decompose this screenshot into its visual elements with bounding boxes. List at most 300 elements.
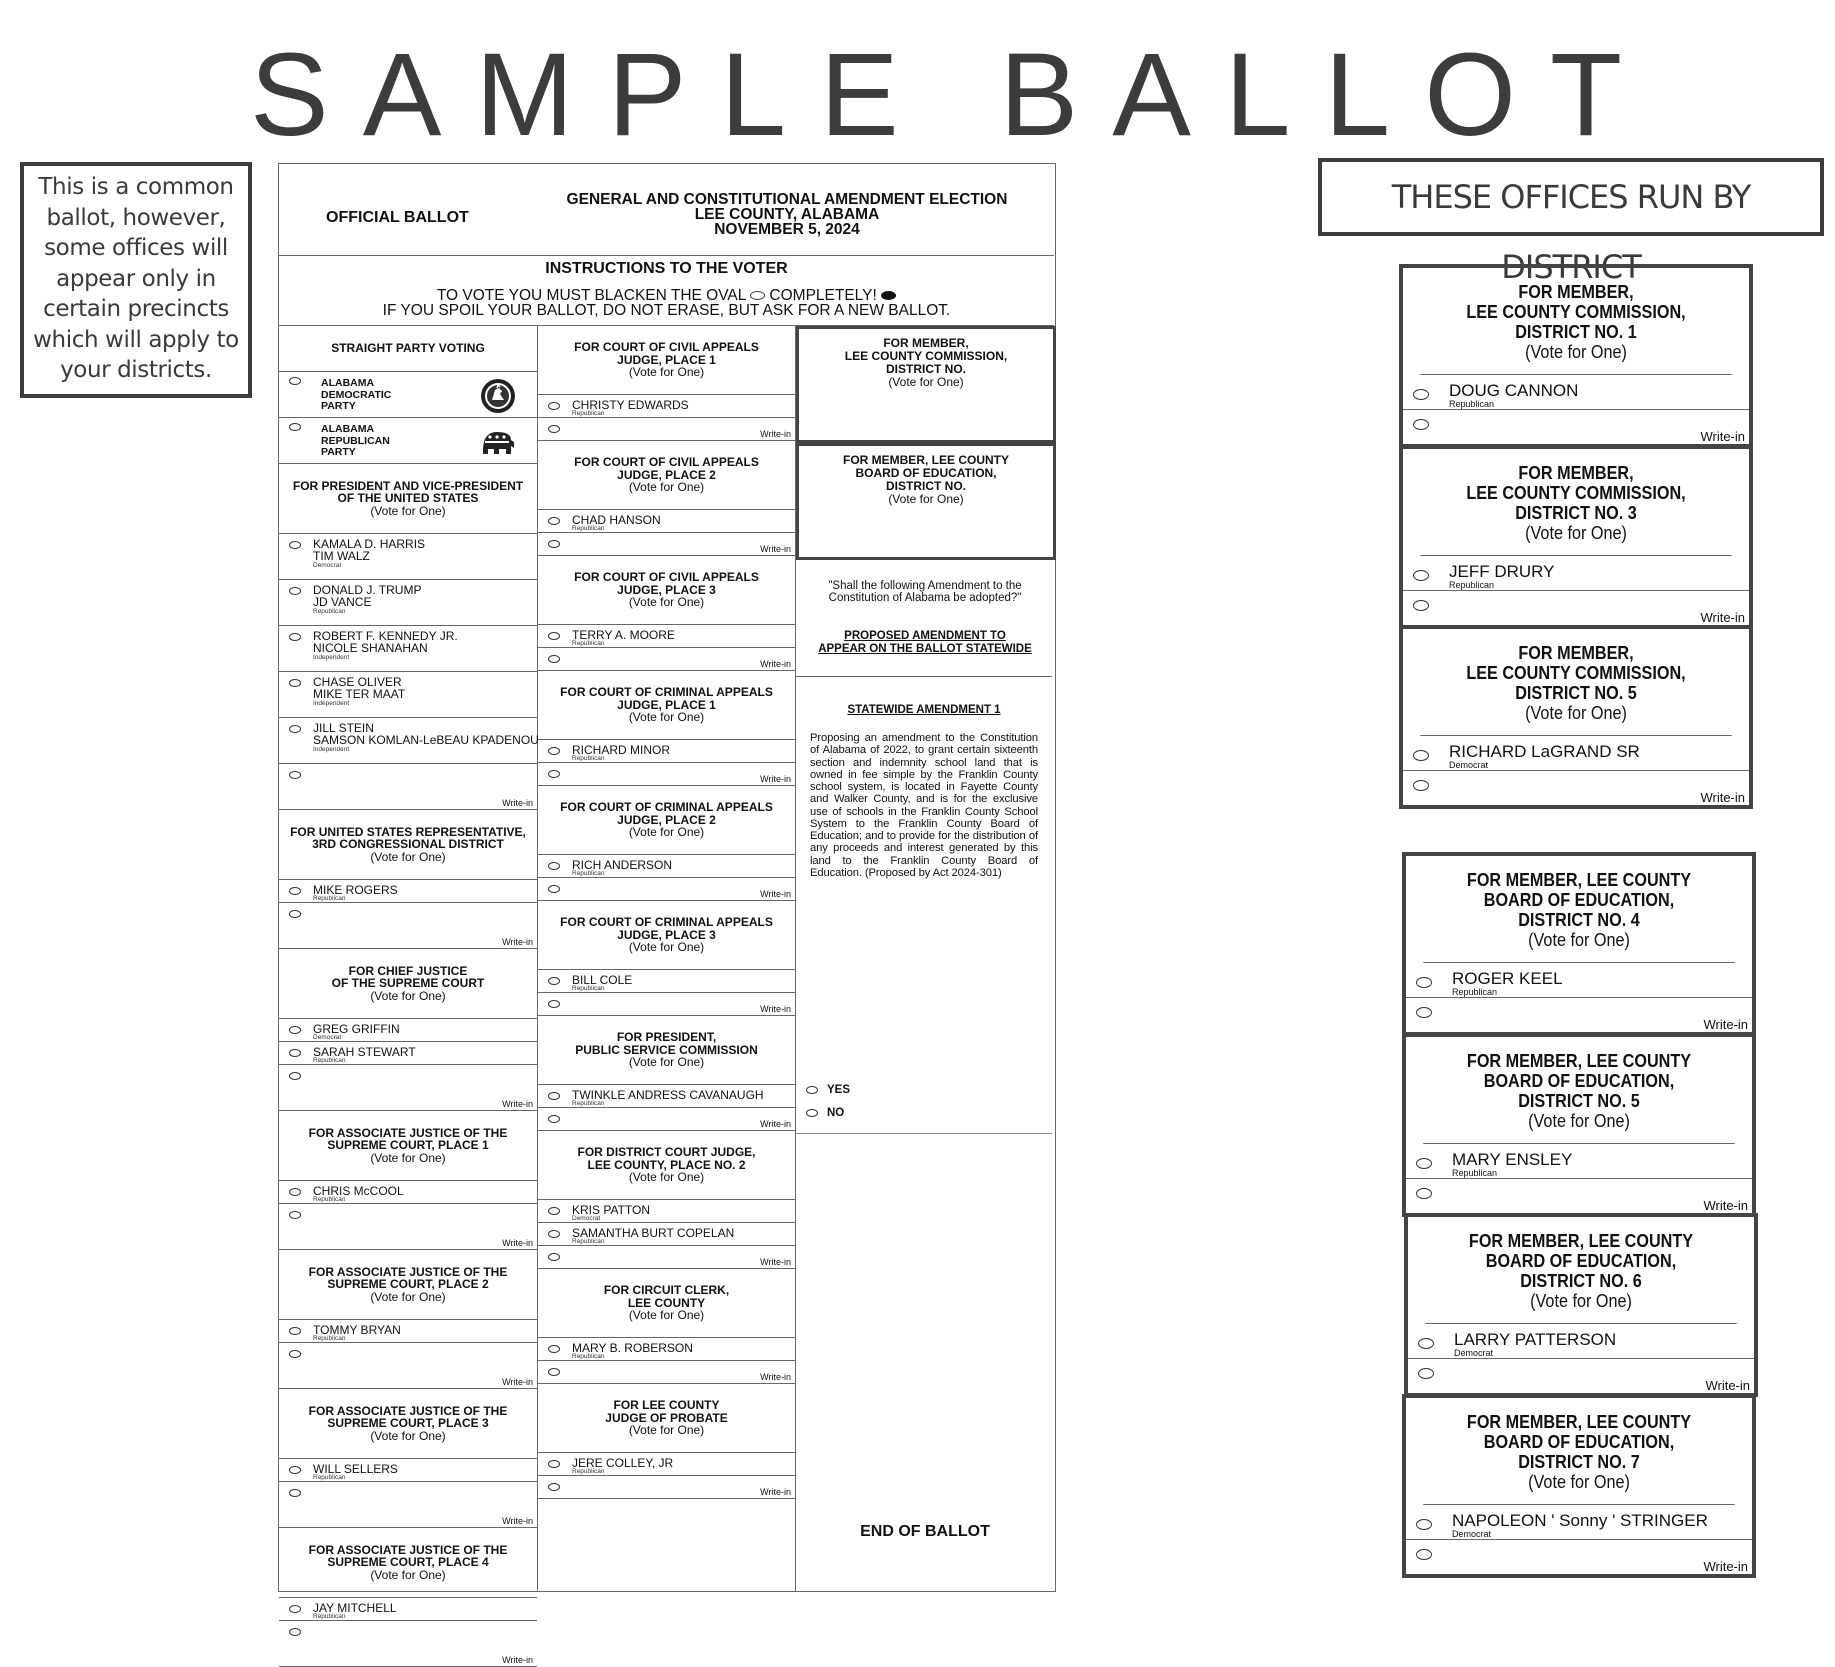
write-in-label: Write-in <box>1703 1017 1748 1032</box>
candidate-row[interactable] <box>279 534 537 580</box>
voter-instructions <box>279 256 1054 326</box>
write-in-label: Write-in <box>760 1372 791 1382</box>
district-race-box <box>1404 1213 1758 1397</box>
vote-oval[interactable] <box>548 1460 560 1468</box>
party-row-republican[interactable] <box>279 418 537 464</box>
candidate-party: Republican <box>572 755 605 762</box>
vote-oval[interactable] <box>289 587 301 595</box>
divider <box>796 1133 1052 1134</box>
vote-for-one: (Vote for One) <box>628 480 705 495</box>
race-title-line: SUPREME COURT, PLACE 3 <box>327 1416 489 1431</box>
race-title-line: FOR MEMBER, LEE COUNTY <box>1466 1051 1692 1071</box>
race-title-line: FOR CHIEF JUSTICE <box>348 963 468 978</box>
vote-for-one: (Vote for One) <box>370 503 446 518</box>
candidate-party: Republican <box>572 870 605 877</box>
district-race-header <box>1423 856 1734 963</box>
candidate-row[interactable] <box>279 672 537 718</box>
candidate-party: Democrat <box>1452 1529 1492 1539</box>
write-in-row[interactable] <box>538 763 795 786</box>
vote-oval[interactable] <box>289 1188 301 1196</box>
race-title-line: LEE COUNTY COMMISSION, <box>844 349 1008 363</box>
instructions-title: INSTRUCTIONS TO THE VOTER <box>545 260 788 277</box>
race-title-line: FOR MEMBER, LEE COUNTY <box>1466 870 1692 890</box>
vote-oval[interactable] <box>1413 570 1429 581</box>
race-title-line: FOR ASSOCIATE JUSTICE OF THE <box>308 1542 508 1557</box>
candidate-name: JILL STEIN <box>313 721 374 735</box>
vote-oval[interactable] <box>289 771 301 779</box>
race-title-line: LEE COUNTY COMMISSION, <box>1466 483 1686 503</box>
vote-oval[interactable] <box>289 1489 301 1497</box>
race-title-line: FOR COURT OF CRIMINAL APPEALS <box>560 915 773 930</box>
candidate-row[interactable] <box>538 740 795 763</box>
election-date: NOVEMBER 5, 2024 <box>714 221 860 238</box>
candidate-name-2: TIM WALZ <box>313 549 370 563</box>
write-in-row[interactable] <box>538 878 795 901</box>
vote-oval[interactable] <box>289 725 301 733</box>
candidate-name-2: JD VANCE <box>313 595 372 609</box>
candidate-party: Republican <box>572 640 605 647</box>
write-in-label: Write-in <box>760 774 791 784</box>
vote-oval[interactable] <box>548 747 560 755</box>
candidate-row[interactable] <box>279 1598 537 1621</box>
race-title-line: FOR COURT OF CRIMINAL APPEALS <box>560 800 773 815</box>
empty-oval-icon <box>750 291 765 300</box>
race-title-line: FOR PRESIDENT AND VICE-PRESIDENT <box>292 478 524 493</box>
ballot-column-3 <box>796 326 1054 1591</box>
candidate-party: Republican <box>313 895 346 902</box>
vote-oval[interactable] <box>548 425 560 433</box>
amendment-header <box>796 562 1054 656</box>
vote-oval[interactable] <box>1413 600 1429 611</box>
vote-for-one: (Vote for One) <box>1528 1111 1630 1131</box>
vote-oval[interactable] <box>1413 419 1429 430</box>
write-in-row[interactable] <box>1403 410 1749 444</box>
vote-oval[interactable] <box>1416 977 1432 988</box>
candidate-row[interactable] <box>279 1320 537 1343</box>
district-race-box <box>1402 1033 1756 1217</box>
vote-oval[interactable] <box>289 910 301 918</box>
candidate-row[interactable] <box>1406 1144 1752 1179</box>
race-title-line: OF THE UNITED STATES <box>337 491 479 506</box>
write-in-label: Write-in <box>760 1119 791 1129</box>
candidate-party: Republican <box>313 1196 346 1203</box>
vote-oval[interactable] <box>289 1049 301 1057</box>
page-title: SAMPLE BALLOT <box>250 29 1657 161</box>
vote-oval[interactable] <box>548 1345 560 1353</box>
candidate-party: Republican <box>313 1474 346 1481</box>
candidate-party: Republican <box>572 410 605 417</box>
race-title-line: FOR COURT OF CIVIL APPEALS <box>574 455 759 470</box>
vote-oval[interactable] <box>548 885 560 893</box>
candidate-party: Republican <box>313 1057 346 1064</box>
candidate-name: CHASE OLIVER <box>313 675 402 689</box>
write-in-label: Write-in <box>760 429 791 439</box>
vote-oval[interactable] <box>289 541 301 549</box>
vote-for-one: (Vote for One) <box>370 1289 446 1304</box>
party-row-democratic[interactable] <box>279 372 537 418</box>
candidate-row[interactable] <box>279 718 537 764</box>
race-header <box>279 1528 537 1598</box>
candidate-row[interactable] <box>279 880 537 903</box>
candidate-row[interactable] <box>279 1042 537 1065</box>
race-title-line: FOR MEMBER, <box>1518 643 1634 663</box>
race-title-line: FOR DISTRICT COURT JUDGE, <box>577 1145 756 1160</box>
race-title-line: FOR ASSOCIATE JUSTICE OF THE <box>308 1403 508 1418</box>
write-in-row[interactable] <box>1406 1540 1752 1574</box>
vote-oval[interactable] <box>548 517 560 525</box>
candidate-name: BILL COLE <box>572 973 633 987</box>
candidate-row[interactable] <box>279 1181 537 1204</box>
write-in-row[interactable] <box>1403 771 1749 805</box>
race-title-line: 3RD CONGRESSIONAL DISTRICT <box>312 837 504 852</box>
candidate-row[interactable] <box>538 1200 795 1223</box>
write-in-row[interactable] <box>538 1361 795 1384</box>
vote-oval[interactable] <box>289 1026 301 1034</box>
candidate-row[interactable] <box>1403 556 1749 591</box>
candidate-row[interactable] <box>1403 375 1749 410</box>
vote-oval[interactable] <box>548 540 560 548</box>
district-race-header <box>1423 1037 1734 1144</box>
candidate-party: Republican <box>313 1613 346 1620</box>
candidate-name: DONALD J. TRUMP <box>313 583 422 597</box>
vote-for-one: (Vote for One) <box>1525 703 1627 723</box>
race-title-line: JUDGE, PLACE 1 <box>617 697 716 712</box>
vote-oval[interactable] <box>548 655 560 663</box>
candidate-party: Democrat <box>313 562 342 569</box>
race-header <box>279 810 537 880</box>
vote-oval[interactable] <box>548 1368 560 1376</box>
vote-oval[interactable] <box>1416 1519 1432 1530</box>
candidate-name: TERRY A. MOORE <box>572 628 675 642</box>
candidate-row[interactable] <box>538 855 795 878</box>
race-title-line: BOARD OF EDUCATION, <box>1483 1071 1675 1091</box>
race-title-line: FOR MEMBER, LEE COUNTY <box>842 453 1009 467</box>
race-title-line: JUDGE, PLACE 1 <box>617 352 716 367</box>
yes-label: YES <box>827 1084 851 1096</box>
race-title-line: FOR COURT OF CIVIL APPEALS <box>574 340 759 355</box>
official-ballot-label: OFFICIAL BALLOT <box>326 209 469 226</box>
amendment-title: STATEWIDE AMENDMENT 1 <box>847 704 1001 716</box>
race-title-line: DISTRICT NO. 3 <box>1515 503 1637 523</box>
vote-for-one: (Vote for One) <box>628 1308 705 1323</box>
candidate-name-2: MIKE TER MAAT <box>313 687 406 701</box>
write-in-row[interactable] <box>279 903 537 949</box>
candidate-row[interactable] <box>279 1459 537 1482</box>
candidate-party: Democrat <box>572 1215 601 1222</box>
candidate-party: Democrat <box>1449 760 1489 770</box>
candidate-name: JERE COLLEY, JR <box>572 1456 674 1470</box>
candidate-row[interactable] <box>538 625 795 648</box>
vote-oval[interactable] <box>548 402 560 410</box>
vote-for-one: (Vote for One) <box>1528 930 1630 950</box>
vote-for-one: (Vote for One) <box>1525 523 1627 543</box>
candidate-row[interactable] <box>538 1085 795 1108</box>
district-race-header <box>1423 1398 1734 1505</box>
race-header <box>538 441 795 510</box>
vote-oval[interactable] <box>548 1207 560 1215</box>
candidate-name-2: NICOLE SHANAHAN <box>313 641 428 655</box>
vote-oval[interactable] <box>1416 1007 1432 1018</box>
write-in-label: Write-in <box>760 544 791 554</box>
filled-oval-icon <box>881 291 896 300</box>
write-in-label: Write-in <box>1703 1198 1748 1213</box>
vote-for-one: (Vote for One) <box>370 988 446 1003</box>
election-county: LEE COUNTY, ALABAMA <box>694 206 880 223</box>
district-race-box <box>1399 264 1753 448</box>
candidate-name: KRIS PATTON <box>572 1203 651 1217</box>
race-title-line: DISTRICT NO. 5 <box>1515 683 1637 703</box>
vote-for-one: (Vote for One) <box>628 1055 705 1070</box>
vote-oval[interactable] <box>289 423 301 431</box>
race-title-line: BOARD OF EDUCATION, <box>1483 890 1675 910</box>
district-race-box <box>1399 445 1753 629</box>
write-in-label: Write-in <box>760 1487 791 1497</box>
instructions-line-2: IF YOU SPOIL YOUR BALLOT, DO NOT ERASE, BUT ASK FOR A NEW BALLOT. <box>382 302 951 319</box>
candidate-party: Republican <box>1452 987 1498 997</box>
race-header <box>279 1111 537 1181</box>
write-in-label: Write-in <box>1700 610 1745 625</box>
party-name: ALABAMA REPUBLICAN PARTY <box>321 423 390 458</box>
race-title-line: DISTRICT NO. 5 <box>1518 1091 1640 1111</box>
write-in-row[interactable] <box>279 1204 537 1250</box>
race-title-line: FOR PRESIDENT, <box>616 1030 717 1045</box>
race-title-line: SUPREME COURT, PLACE 4 <box>327 1555 489 1570</box>
candidate-name: WILL SELLERS <box>313 1462 398 1476</box>
vote-oval[interactable] <box>548 1483 560 1491</box>
vote-oval[interactable] <box>289 679 301 687</box>
race-title-line: FOR UNITED STATES REPRESENTATIVE, <box>290 824 526 839</box>
write-in-row[interactable] <box>1406 998 1752 1032</box>
vote-oval[interactable] <box>289 1466 301 1474</box>
race-title-line: BOARD OF EDUCATION, <box>1485 1251 1677 1271</box>
candidate-party: Republican <box>572 525 605 532</box>
vote-oval[interactable] <box>1418 1368 1434 1379</box>
vote-oval[interactable] <box>289 1327 301 1335</box>
candidate-party: Republican <box>313 608 346 615</box>
instructions-line-1 <box>279 288 1054 303</box>
candidate-name: NAPOLEON ' Sonny ' STRINGER <box>1452 1511 1708 1530</box>
race-title-line: JUDGE, PLACE 2 <box>617 467 716 482</box>
candidate-row[interactable] <box>279 580 537 626</box>
race-title-line: FOR ASSOCIATE JUSTICE OF THE <box>308 1125 508 1140</box>
candidate-party: Independent <box>313 654 350 661</box>
race-title-line: BOARD OF EDUCATION, <box>1483 1432 1675 1452</box>
vote-oval[interactable] <box>1416 1188 1432 1199</box>
candidate-name: LARRY PATTERSON <box>1454 1330 1617 1349</box>
candidate-row[interactable] <box>1408 1324 1754 1359</box>
write-in-row[interactable] <box>538 1108 795 1131</box>
vote-oval[interactable] <box>548 1230 560 1238</box>
race-title-line: FOR MEMBER, <box>1518 463 1634 483</box>
rooster-emblem-icon <box>479 378 517 414</box>
vote-oval[interactable] <box>289 1350 301 1358</box>
write-in-label: Write-in <box>502 1655 533 1665</box>
candidate-name: SARAH STEWART <box>313 1045 416 1059</box>
race-title-line: LEE COUNTY <box>627 1295 706 1310</box>
candidate-row[interactable] <box>1403 736 1749 771</box>
write-in-label: Write-in <box>502 937 533 947</box>
write-in-label: Write-in <box>1703 1559 1748 1574</box>
write-in-label: Write-in <box>502 1099 533 1109</box>
vote-oval[interactable] <box>289 1072 301 1080</box>
candidate-party: Independent <box>313 746 350 753</box>
vote-oval[interactable] <box>1413 780 1429 791</box>
candidate-name: ROBERT F. KENNEDY JR. <box>313 629 458 643</box>
write-in-row[interactable] <box>1403 591 1749 625</box>
amendment-proposed-line: PROPOSED AMENDMENT TO <box>844 630 1006 642</box>
write-in-row[interactable] <box>538 648 795 671</box>
candidate-name: RICHARD LaGRAND SR <box>1449 742 1640 761</box>
write-in-row[interactable] <box>1408 1359 1754 1393</box>
instructions-text-b: COMPLETELY! <box>769 287 877 304</box>
race-title-line: DISTRICT NO. 1 <box>1515 322 1637 342</box>
race-title-line: DISTRICT NO. 7 <box>1518 1452 1640 1472</box>
candidate-party: Republican <box>1449 399 1495 409</box>
instructions-text-a: TO VOTE YOU MUST BLACKEN THE OVAL <box>436 287 746 304</box>
vote-oval[interactable] <box>289 377 301 385</box>
vote-oval[interactable] <box>1416 1158 1432 1169</box>
vote-oval[interactable] <box>289 633 301 641</box>
write-in-row[interactable] <box>538 993 795 1016</box>
vote-oval[interactable] <box>548 770 560 778</box>
district-race-header <box>1420 268 1731 375</box>
write-in-row[interactable] <box>279 1065 537 1111</box>
candidate-name: MIKE ROGERS <box>313 883 398 897</box>
vote-for-one: (Vote for One) <box>1525 342 1627 362</box>
vote-for-one: (Vote for One) <box>1528 1472 1630 1492</box>
vote-for-one: (Vote for One) <box>370 1567 446 1582</box>
vote-oval[interactable] <box>289 1211 301 1219</box>
vote-oval[interactable] <box>289 1605 301 1613</box>
write-in-row[interactable] <box>279 1343 537 1389</box>
candidate-row[interactable] <box>1406 963 1752 998</box>
vote-for-one: (Vote for One) <box>888 492 964 506</box>
race-title-line: JUDGE, PLACE 3 <box>617 927 716 942</box>
end-of-ballot: END OF BALLOT <box>860 1523 990 1540</box>
candidate-row[interactable] <box>538 395 795 418</box>
vote-yes-option[interactable] <box>806 1084 850 1096</box>
write-in-row[interactable] <box>1406 1179 1752 1213</box>
district-race-box <box>1402 1394 1756 1578</box>
race-title-line: JUDGE, PLACE 2 <box>617 812 716 827</box>
vote-oval[interactable] <box>548 977 560 985</box>
candidate-name: CHRISTY EDWARDS <box>572 398 689 412</box>
straight-party-title: STRAIGHT PARTY VOTING <box>331 341 485 356</box>
vote-oval[interactable] <box>548 632 560 640</box>
vote-oval[interactable] <box>1418 1338 1434 1349</box>
vote-oval[interactable] <box>806 1109 818 1117</box>
district-race-header <box>1425 1217 1736 1324</box>
race-title-line: SUPREME COURT, PLACE 1 <box>327 1138 489 1153</box>
candidate-name-2: SAMSON KOMLAN-LeBEAU KPADENOU <box>313 733 539 747</box>
race-header <box>538 556 795 625</box>
candidate-name: TOMMY BRYAN <box>313 1323 401 1337</box>
district-race-box <box>1402 852 1756 1036</box>
write-in-row[interactable] <box>538 1246 795 1269</box>
vote-no-option[interactable] <box>806 1107 844 1119</box>
candidate-name: CHRIS McCOOL <box>313 1184 404 1198</box>
race-header <box>279 1389 537 1459</box>
race-header <box>279 949 537 1019</box>
race-title-line: FOR LEE COUNTY <box>613 1398 720 1413</box>
vote-for-one: (Vote for One) <box>628 1423 705 1438</box>
race-header <box>538 1384 795 1453</box>
vote-for-one: (Vote for One) <box>370 1428 446 1443</box>
race-header <box>538 1269 795 1338</box>
candidate-row[interactable] <box>538 1223 795 1246</box>
write-in-row[interactable] <box>279 1621 537 1667</box>
candidate-name: DOUG CANNON <box>1449 381 1579 400</box>
vote-oval[interactable] <box>548 1092 560 1100</box>
race-title-line: DISTRICT NO. <box>886 362 966 376</box>
race-title-line: FOR MEMBER, <box>883 336 969 350</box>
write-in-row[interactable] <box>279 764 537 810</box>
district-offices-header: THESE OFFICES RUN BY DISTRICT <box>1318 158 1824 236</box>
vote-oval[interactable] <box>548 1253 560 1261</box>
candidate-name: RICH ANDERSON <box>572 858 673 872</box>
candidate-row[interactable] <box>538 510 795 533</box>
vote-oval[interactable] <box>1413 389 1429 400</box>
vote-for-one: (Vote for One) <box>370 849 446 864</box>
info-note: This is a common ballot, however, some offices will appear only in certain precincts which will apply to your districts. <box>20 162 252 398</box>
write-in-label: Write-in <box>502 1516 533 1526</box>
vote-for-one: (Vote for One) <box>628 595 705 610</box>
race-header <box>538 671 795 740</box>
race-header <box>279 1250 537 1320</box>
write-in-row[interactable] <box>538 418 795 441</box>
candidate-row[interactable] <box>1406 1505 1752 1540</box>
candidate-row[interactable] <box>538 970 795 993</box>
race-title-line: DISTRICT NO. 4 <box>1518 910 1640 930</box>
vote-oval[interactable] <box>548 862 560 870</box>
write-in-row[interactable] <box>279 1482 537 1528</box>
candidate-party: Democrat <box>1454 1348 1494 1358</box>
write-in-label: Write-in <box>760 1257 791 1267</box>
race-title-line: FOR COURT OF CIVIL APPEALS <box>574 570 759 585</box>
race-title-line: SUPREME COURT, PLACE 2 <box>327 1277 489 1292</box>
candidate-row[interactable] <box>538 1338 795 1361</box>
race-title-line: FOR MEMBER, LEE COUNTY <box>1468 1231 1694 1251</box>
write-in-label: Write-in <box>760 1004 791 1014</box>
write-in-label: Write-in <box>502 798 533 808</box>
vote-oval[interactable] <box>1413 750 1429 761</box>
candidate-row[interactable] <box>538 1453 795 1476</box>
party-name: ALABAMA DEMOCRATIC PARTY <box>321 377 392 412</box>
ballot-header <box>279 164 1054 256</box>
candidate-row[interactable] <box>279 626 537 672</box>
race-title-line: LEE COUNTY, PLACE NO. 2 <box>587 1157 746 1172</box>
elephant-emblem-icon <box>479 424 517 460</box>
race-title-line: OF THE SUPREME COURT <box>331 976 485 991</box>
write-in-row[interactable] <box>538 1476 795 1499</box>
write-in-row[interactable] <box>538 533 795 556</box>
vote-oval[interactable] <box>1416 1549 1432 1560</box>
vote-oval[interactable] <box>289 1628 301 1636</box>
candidate-party: Republican <box>572 1100 605 1107</box>
candidate-party: Independent <box>313 700 350 707</box>
candidate-row[interactable] <box>279 1019 537 1042</box>
vote-for-one: (Vote for One) <box>888 375 964 389</box>
write-in-label: Write-in <box>1705 1378 1750 1393</box>
vote-oval[interactable] <box>806 1086 818 1094</box>
vote-oval[interactable] <box>289 887 301 895</box>
vote-for-one: (Vote for One) <box>628 365 705 380</box>
vote-oval[interactable] <box>548 1115 560 1123</box>
vote-for-one: (Vote for One) <box>628 710 705 725</box>
vote-oval[interactable] <box>548 1000 560 1008</box>
official-ballot <box>278 163 1056 1665</box>
race-title-line: FOR MEMBER, <box>1518 282 1634 302</box>
